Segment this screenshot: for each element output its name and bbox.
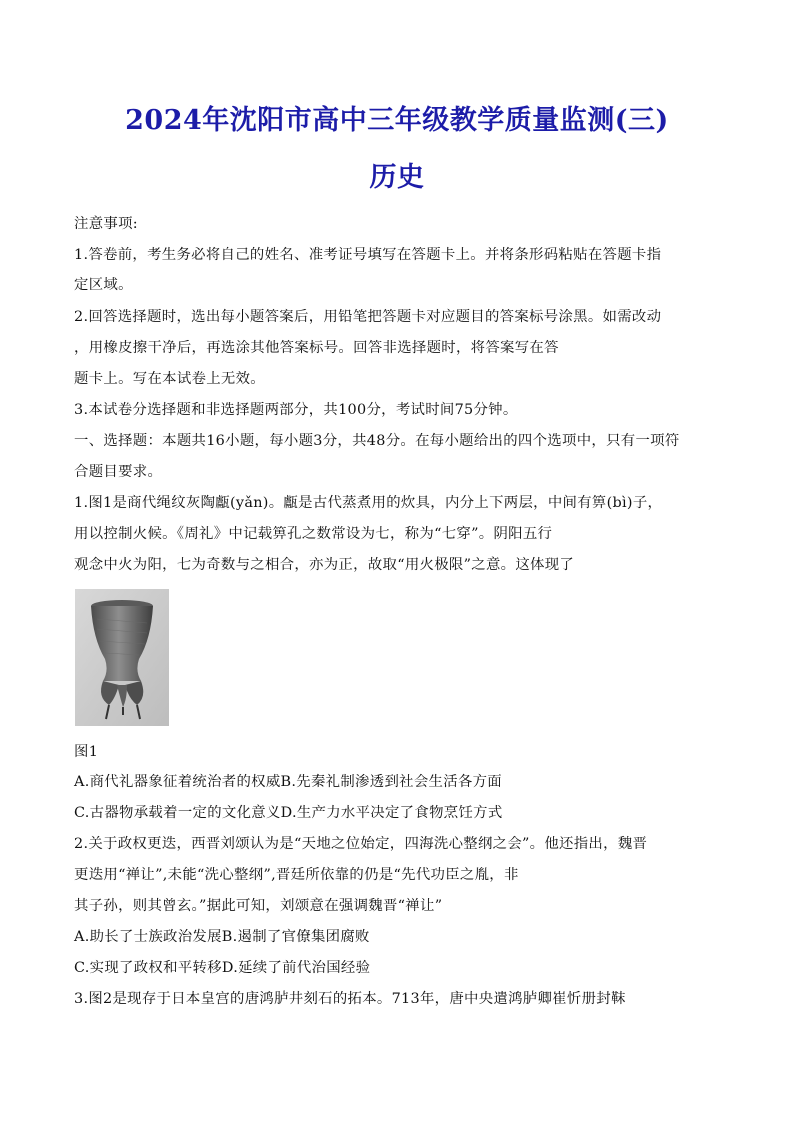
question-2-stem-cont: 其子孙，则其曾玄。”据此可知，刘颂意在强调魏晋“禅让”	[74, 898, 443, 914]
question-1-stem-cont: 用以控制火候。《周礼》中记载箅孔之数常设为七，称为“七穿”。阴阳五行	[74, 526, 553, 542]
notice-item-2-cont: 题卡上。写在本试卷上无效。	[74, 371, 265, 387]
section-heading-cont: 合题目要求。	[74, 464, 163, 480]
notice-item-2: 2.回答选择题时，选出每小题答案后，用铅笔把答题卡对应题目的答案标号涂黑。如需改动	[74, 309, 662, 325]
notice-heading: 注意事项:	[74, 216, 138, 232]
question-1-stem-cont: 观念中火为阳，七为奇数与之相合，亦为正，故取“用火极限”之意。这体现了	[74, 557, 575, 573]
question-1-options-cd: C.古器物承载着一定的文化意义D.生产力水平决定了食物烹饪方式	[74, 805, 503, 821]
figure-1-pottery-photo	[75, 589, 169, 726]
notice-item-1: 1.答卷前，考生务必将自己的姓名、准考证号填写在答题卡上。并将条形码粘贴在答题卡指	[74, 247, 662, 263]
notice-item-1-cont: 定区域。	[74, 277, 133, 293]
notice-item-3: 3.本试卷分选择题和非选择题两部分，共100分，考试时间75分钟。	[74, 402, 518, 418]
exam-title: 2024年沈阳市高中三年级教学质量监测(三)	[125, 105, 669, 136]
question-1-stem: 1.图1是商代绳纹灰陶甗(yǎn)。甗是古代蒸煮用的炊具，内分上下两层，中间有箅(bì)子，	[74, 495, 663, 511]
question-2-stem: 2.关于政权更迭，西晋刘颂认为是“天地之位始定，四海洗心整纲之会”。他还指出，魏晋	[74, 836, 648, 852]
subject-title: 历史	[369, 162, 425, 193]
question-2-stem-cont: 更迭用“禅让”,未能“洗心整纲”,晋廷所依靠的仍是“先代功臣之胤，非	[74, 867, 519, 883]
question-2-options-cd: C.实现了政权和平转移D.延续了前代治国经验	[74, 960, 371, 976]
question-1-options-ab: A.商代礼器象征着统治者的权威B.先秦礼制渗透到社会生活各方面	[74, 774, 502, 790]
question-2-options-ab: A.助长了士族政治发展B.遏制了官僚集团腐败	[74, 929, 370, 945]
figure-1-caption: 图1	[74, 744, 99, 760]
pottery-vessel-image	[75, 589, 169, 726]
notice-item-2-cont: ，用橡皮擦干净后，再选涂其他答案标号。回答非选择题时，将答案写在答	[74, 340, 559, 356]
section-heading: 一、选择题：本题共16小题，每小题3分，共48分。在每小题给出的四个选项中，只有一项符	[74, 433, 680, 449]
question-3-stem: 3.图2是现存于日本皇宫的唐鸿胪井刻石的拓本。713年，唐中央遣鸿胪卿崔忻册封靺	[74, 991, 626, 1007]
